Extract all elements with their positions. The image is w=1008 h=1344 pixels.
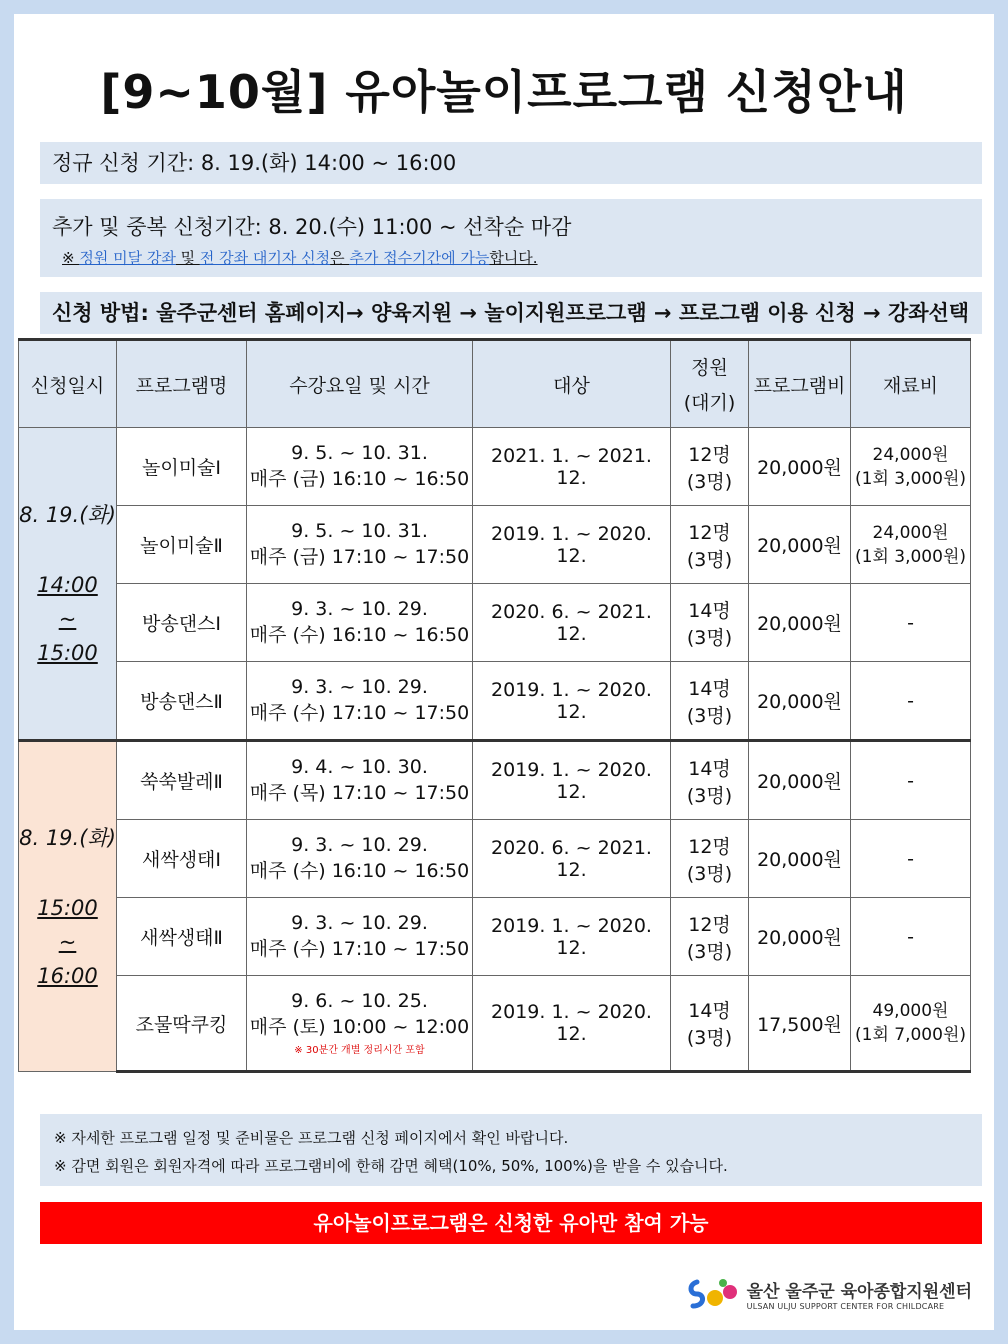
capacity: 14명	[688, 757, 731, 780]
note-part-3: 전 강좌 대기자 신청	[199, 249, 331, 267]
material-total: 24,000원	[872, 444, 949, 465]
logo-text	[747, 1277, 972, 1311]
material-cell: -	[851, 662, 971, 741]
note-part-1: 정원 미달 강좌	[79, 249, 176, 267]
waitlist: (3명)	[686, 1027, 733, 1049]
note-prefix: ※	[62, 249, 80, 267]
note-part-2: 및	[175, 249, 200, 267]
target-cell: 2019. 1. ~ 2020. 12.	[473, 898, 671, 976]
schedule-period: 9. 3. ~ 10. 29.	[291, 676, 428, 698]
table-row	[19, 506, 971, 584]
material-cell: -	[851, 584, 971, 662]
material-per-session: (1회 3,000원)	[855, 546, 966, 567]
schedule-time: 매주 (목) 17:10 ~ 17:50	[249, 782, 470, 804]
program-name: 방송댄스Ⅰ	[117, 584, 247, 662]
note-part-6: 합니다.	[489, 249, 538, 267]
page-title: [9~10월] 유아놀이프로그램 신청안내	[100, 65, 908, 119]
group-date: 8. 19.(화)	[19, 825, 116, 850]
group-cell-1	[19, 428, 117, 741]
schedule-time: 매주 (수) 17:10 ~ 17:50	[249, 702, 470, 724]
program-schedule-table	[18, 338, 971, 1073]
header-material: 재료비	[851, 340, 971, 428]
schedule-note: ※ 30분간 개별 정리시간 포함	[294, 1045, 425, 1056]
target-cell: 2019. 1. ~ 2020. 12.	[473, 976, 671, 1072]
header-capacity-line1: 정원	[691, 357, 728, 379]
schedule-cell	[247, 584, 473, 662]
fee-cell: 20,000원	[749, 741, 851, 820]
schedule-time: 매주 (금) 17:10 ~ 17:50	[249, 546, 470, 568]
fee-cell: 20,000원	[749, 662, 851, 741]
footnote-box	[40, 1114, 982, 1186]
material-cell: -	[851, 820, 971, 898]
group-time-start: 15:00	[37, 895, 98, 920]
capacity-cell	[671, 428, 749, 506]
fee-cell: 17,500원	[749, 976, 851, 1072]
waitlist: (3명)	[686, 784, 733, 807]
schedule-cell	[247, 898, 473, 976]
capacity: 12명	[688, 521, 731, 544]
schedule-cell	[247, 976, 473, 1072]
schedule-period: 9. 4. ~ 10. 30.	[291, 756, 428, 778]
group-cell-2	[19, 741, 117, 1072]
capacity-cell	[671, 506, 749, 584]
regular-period-band: 정규 신청 기간: 8. 19.(화) 14:00 ~ 16:00	[40, 142, 982, 184]
waitlist: (3명)	[686, 470, 733, 493]
group-time-end: 16:00	[37, 963, 98, 988]
material-per-session: (1회 7,000원)	[855, 1025, 966, 1045]
fee-cell: 20,000원	[749, 506, 851, 584]
group-time-end: 15:00	[37, 640, 98, 665]
material-per-session: (1회 3,000원)	[855, 468, 966, 489]
note-part-4: 은	[330, 249, 350, 267]
header-date: 신청일시	[19, 340, 117, 428]
material-total: 49,000원	[872, 1001, 949, 1021]
target-cell: 2021. 1. ~ 2021. 12.	[473, 428, 671, 506]
header-fee: 프로그램비	[749, 340, 851, 428]
schedule-time: 매주 (금) 16:10 ~ 16:50	[249, 468, 470, 490]
table-row	[19, 741, 971, 820]
waitlist: (3명)	[686, 548, 733, 571]
red-notice-bar: 유아놀이프로그램은 신청한 유아만 참여 가능	[40, 1202, 982, 1244]
target-cell: 2019. 1. ~ 2020. 12.	[473, 741, 671, 820]
target-cell: 2019. 1. ~ 2020. 12.	[473, 506, 671, 584]
table-header-row	[19, 340, 971, 428]
header-program-name: 프로그램명	[117, 340, 247, 428]
note-part-5: 추가 접수기간에 가능	[349, 249, 490, 267]
capacity: 12명	[688, 913, 731, 936]
table-row	[19, 976, 971, 1072]
application-method-band: 신청 방법: 울주군센터 홈페이지→ 양육지원 → 놀이지원프로그램 → 프로그램 이용 신청 → 강좌선택	[40, 292, 982, 334]
schedule-time: 매주 (수) 16:10 ~ 16:50	[249, 860, 470, 882]
capacity: 14명	[688, 1000, 731, 1022]
fee-cell: 20,000원	[749, 584, 851, 662]
capacity-cell	[671, 741, 749, 820]
footnote-1: ※ 자세한 프로그램 일정 및 준비물은 프로그램 신청 페이지에서 확인 바랍니다.	[54, 1129, 569, 1147]
schedule-period: 9. 5. ~ 10. 31.	[291, 442, 428, 464]
center-logo	[687, 1272, 972, 1316]
waitlist: (3명)	[686, 704, 733, 727]
material-cell	[851, 506, 971, 584]
schedule-period: 9. 3. ~ 10. 29.	[291, 912, 428, 934]
material-cell	[851, 976, 971, 1072]
target-cell: 2020. 6. ~ 2021. 12.	[473, 584, 671, 662]
capacity-cell	[671, 662, 749, 741]
group-time-start: 14:00	[37, 572, 98, 597]
group-date: 8. 19.(화)	[19, 502, 116, 527]
capacity: 12명	[688, 835, 731, 858]
program-name: 놀이미술Ⅱ	[117, 506, 247, 584]
program-name: 조물딱쿠킹	[117, 976, 247, 1072]
schedule-cell	[247, 506, 473, 584]
schedule-time: 매주 (수) 17:10 ~ 17:50	[249, 938, 470, 960]
capacity-cell	[671, 976, 749, 1072]
group-time-tilde: ~	[58, 606, 77, 631]
schedule-time: 매주 (수) 16:10 ~ 16:50	[249, 624, 470, 646]
capacity-cell	[671, 584, 749, 662]
logo-korean-name: 울산 울주군 육아종합지원센터	[746, 1282, 972, 1302]
target-cell: 2020. 6. ~ 2021. 12.	[473, 820, 671, 898]
footnote-2: ※ 감면 회원은 회원자격에 따라 프로그램비에 한해 감면 혜택(10%, 50%, 100%)을 받을 수 있습니다.	[54, 1157, 728, 1175]
program-name: 새싹생태Ⅱ	[117, 898, 247, 976]
program-name: 쑥쑥발레Ⅱ	[117, 741, 247, 820]
header-schedule: 수강요일 및 시간	[247, 340, 473, 428]
schedule-cell	[247, 428, 473, 506]
program-name: 놀이미술Ⅰ	[117, 428, 247, 506]
schedule-period: 9. 3. ~ 10. 29.	[291, 834, 428, 856]
header-capacity-line2: (대기)	[683, 392, 736, 414]
material-cell	[851, 428, 971, 506]
table-row	[19, 584, 971, 662]
waitlist: (3명)	[686, 940, 733, 963]
capacity: 12명	[688, 443, 731, 466]
table-row	[19, 820, 971, 898]
capacity-cell	[671, 898, 749, 976]
capacity-cell	[671, 820, 749, 898]
table-row	[19, 662, 971, 741]
extra-period-text: 추가 및 중복 신청기간: 8. 20.(수) 11:00 ~ 선착순 마감	[52, 215, 572, 239]
extra-period-band	[40, 199, 982, 277]
material-total: 24,000원	[872, 522, 949, 543]
logo-english-name: ULSAN ULJU SUPPORT CENTER FOR CHILDCARE	[746, 1302, 945, 1311]
waitlist: (3명)	[686, 862, 733, 885]
target-cell: 2019. 1. ~ 2020. 12.	[473, 662, 671, 741]
program-name: 새싹생태Ⅰ	[117, 820, 247, 898]
schedule-period: 9. 3. ~ 10. 29.	[291, 598, 428, 620]
table-row	[19, 898, 971, 976]
group-time-tilde: ~	[58, 929, 77, 954]
material-cell: -	[851, 898, 971, 976]
capacity: 14명	[688, 599, 731, 622]
material-cell: -	[851, 741, 971, 820]
table-row	[19, 428, 971, 506]
schedule-time: 매주 (토) 10:00 ~ 12:00	[249, 1016, 470, 1038]
waitlist: (3명)	[686, 626, 733, 649]
schedule-cell	[247, 662, 473, 741]
schedule-cell	[247, 741, 473, 820]
fee-cell: 20,000원	[749, 820, 851, 898]
header-capacity	[671, 340, 749, 428]
schedule-cell	[247, 820, 473, 898]
extra-period-note	[62, 247, 538, 268]
capacity: 14명	[688, 677, 731, 700]
schedule-period: 9. 6. ~ 10. 25.	[291, 990, 428, 1012]
program-name: 방송댄스Ⅱ	[117, 662, 247, 741]
fee-cell: 20,000원	[749, 428, 851, 506]
center-logo-icon	[687, 1276, 739, 1312]
schedule-period: 9. 5. ~ 10. 31.	[291, 520, 428, 542]
header-target: 대상	[473, 340, 671, 428]
fee-cell: 20,000원	[749, 898, 851, 976]
